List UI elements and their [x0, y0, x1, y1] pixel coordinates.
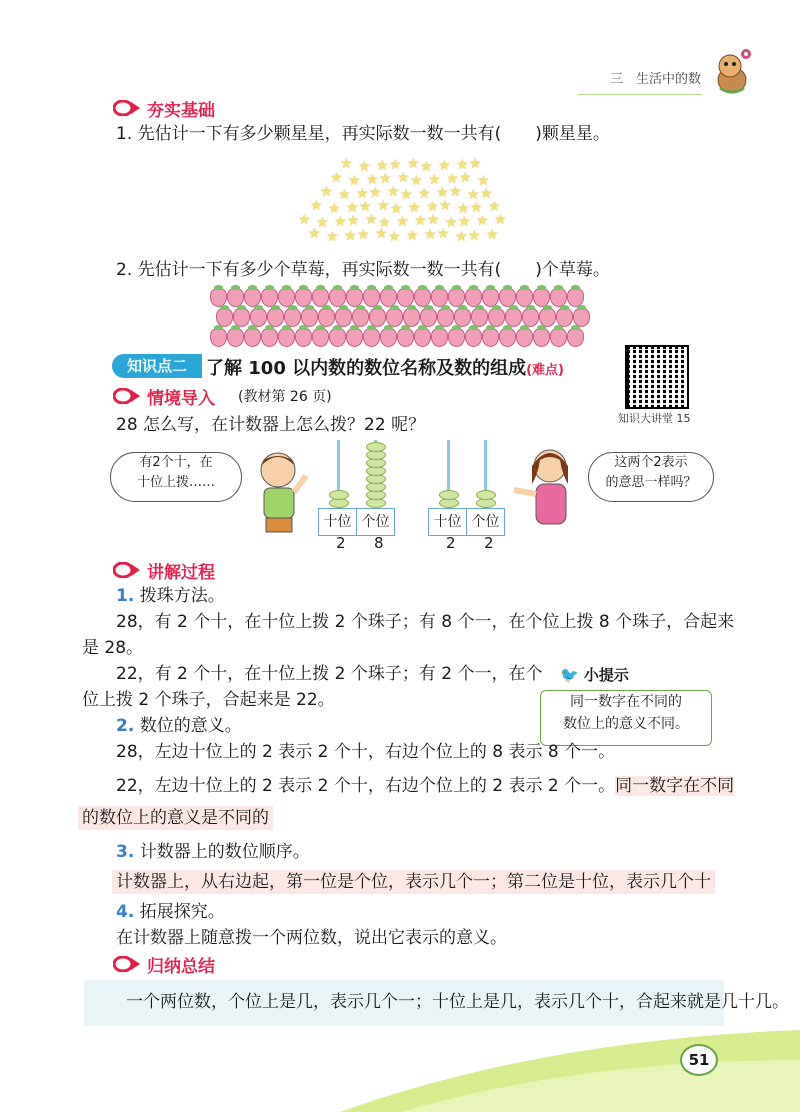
stars-figure: [290, 146, 510, 246]
strawberry-icon: [346, 328, 363, 347]
star-icon: ★: [365, 212, 378, 228]
strawberry-icon: [227, 328, 244, 347]
step-4-heading: 4. 拓展探究。: [116, 902, 225, 922]
strawberry-icon: [550, 328, 567, 347]
star-icon: ★: [298, 212, 311, 228]
page-number: 51: [680, 1044, 718, 1076]
star-icon: ★: [340, 156, 353, 172]
star-icon: ★: [310, 198, 323, 214]
strawberry-icon: [465, 328, 482, 347]
star-icon: ★: [438, 158, 451, 174]
question-1: 1. 先估计一下有多少颗星星，再实际数一数一共有( )颗星星。: [116, 124, 610, 144]
star-icon: ★: [488, 199, 501, 215]
strawberry-icon: [380, 328, 397, 347]
strawberry-icon: [516, 328, 533, 347]
step-1-heading: 1. 拨珠方法。: [116, 586, 225, 606]
speech-bubble-left: 有2个十，在 十位上拨……: [110, 452, 242, 502]
qr-code[interactable]: [625, 345, 689, 409]
star-icon: ★: [359, 199, 372, 215]
highlight-text: 的数位上的意义是不同的: [78, 806, 273, 830]
strawberry-icon: [533, 328, 550, 347]
star-icon: ★: [328, 201, 341, 217]
knowledge-tag: 知识点二: [112, 354, 202, 378]
star-icon: ★: [408, 200, 421, 216]
star-icon: ★: [424, 227, 437, 243]
star-icon: ★: [390, 201, 403, 217]
abacus-digit: 2: [336, 534, 346, 552]
star-icon: ★: [418, 186, 431, 202]
speech-bubble-right: 这两个2表示 的意思一样吗？: [588, 452, 714, 502]
star-icon: ★: [420, 159, 433, 175]
star-icon: ★: [375, 226, 388, 242]
star-icon: ★: [308, 226, 321, 242]
star-icon: ★: [470, 200, 483, 216]
star-icon: ★: [344, 228, 357, 244]
strawberry-icon: [312, 328, 329, 347]
strawberry-icon: [414, 328, 431, 347]
star-icon: ★: [347, 213, 360, 229]
tip-box: 同一数字在不同的 数位上的意义不同。: [540, 690, 712, 746]
star-icon: ★: [378, 215, 391, 231]
star-icon: ★: [358, 159, 371, 175]
section-marker-icon: [113, 388, 141, 404]
section-title-summary: 归纳总结: [147, 957, 215, 977]
star-icon: ★: [439, 198, 452, 214]
paragraph: 22，有 2 个十，在十位上拨 2 个珠子；有 2 个一，在个: [116, 664, 543, 684]
star-icon: ★: [406, 228, 419, 244]
knowledge-title: 了解 100 以内数的数位名称及数的组成(难点): [206, 358, 564, 379]
star-icon: ★: [445, 215, 458, 231]
star-icon: ★: [400, 187, 413, 203]
star-icon: ★: [436, 185, 449, 201]
strawberry-icon: [210, 328, 227, 347]
strawberry-icon: [261, 328, 278, 347]
strawberry-icon: [567, 328, 584, 347]
star-icon: ★: [428, 172, 441, 188]
star-icon: ★: [457, 201, 470, 217]
star-icon: ★: [458, 214, 471, 230]
paragraph: 在计数器上随意拨一个两位数，说出它表示的意义。: [116, 928, 507, 948]
star-icon: ★: [369, 185, 382, 201]
star-icon: ★: [348, 173, 361, 189]
star-icon: ★: [388, 229, 401, 245]
star-icon: ★: [414, 213, 427, 229]
star-icon: ★: [469, 156, 482, 172]
section-title-explain: 讲解过程: [147, 563, 215, 583]
star-icon: ★: [449, 184, 462, 200]
star-icon: ★: [356, 186, 369, 202]
abacus-label-tens: 十位: [429, 509, 467, 535]
star-icon: ★: [459, 170, 472, 186]
abacus-label-ones: 个位: [471, 514, 500, 530]
section-marker-icon: [113, 562, 141, 578]
paragraph: 位上拨 2 个珠子，合起来是 22。: [82, 690, 335, 710]
star-icon: ★: [427, 212, 440, 228]
section-marker-icon: [113, 956, 141, 972]
girl-illustration: [510, 444, 582, 536]
star-icon: ★: [330, 170, 343, 186]
star-icon: ★: [476, 213, 489, 229]
abacus-22: [428, 440, 508, 540]
star-icon: ★: [437, 226, 450, 242]
star-icon: ★: [410, 173, 423, 189]
strawberry-icon: [448, 328, 465, 347]
abacus-digit: 8: [374, 534, 384, 552]
highlight-text: 计数器上，从右边起，第一位是个位，表示几个一；第二位是十位，表示几个十: [112, 870, 715, 894]
paragraph: 是 28。: [82, 638, 144, 658]
paragraph: 28，有 2 个十，在十位上拨 2 个珠子；有 8 个一，在个位上拨 8 个珠子，合起来: [116, 612, 735, 632]
section-title-intro: 情境导入: [147, 389, 215, 409]
strawberry-icon: [482, 328, 499, 347]
qr-caption: 知识大讲堂 15: [618, 412, 691, 425]
section-title-basics: 夯实基础: [147, 101, 215, 121]
star-icon: ★: [366, 172, 379, 188]
star-icon: ★: [326, 229, 339, 245]
summary-text: 一个两位数，个位上是几，表示几个一；十位上是几，表示几个十，合起来就是几十几。: [126, 992, 789, 1012]
star-icon: ★: [389, 157, 402, 173]
star-icon: ★: [477, 173, 490, 189]
star-icon: ★: [396, 214, 409, 230]
textbook-reference: (教材第 26 页): [238, 389, 332, 405]
star-icon: ★: [397, 170, 410, 186]
star-icon: ★: [357, 227, 370, 243]
strawberry-icon: [278, 328, 295, 347]
star-icon: ★: [407, 156, 420, 172]
strawberry-icon: [499, 328, 516, 347]
tip-title: 🐦 小提示: [560, 666, 629, 684]
star-icon: ★: [320, 184, 333, 200]
abacus-label-tens: 十位: [319, 509, 357, 535]
star-icon: ★: [467, 187, 480, 203]
star-icon: ★: [334, 214, 347, 230]
strawberry-icon: [363, 328, 380, 347]
star-icon: ★: [480, 186, 493, 202]
mascot-icon: [712, 44, 756, 96]
star-icon: ★: [456, 157, 469, 173]
star-icon: ★: [346, 200, 359, 216]
header-rule: [578, 94, 702, 95]
section-marker-icon: [113, 100, 141, 116]
star-icon: ★: [338, 187, 351, 203]
star-icon: ★: [377, 198, 390, 214]
star-icon: ★: [468, 228, 481, 244]
footer-wave: [340, 1030, 800, 1112]
step-2-heading: 2. 数位的意义。: [116, 716, 242, 736]
star-icon: ★: [446, 171, 459, 187]
strawberry-icon: [244, 328, 261, 347]
intro-question: 28 怎么写，在计数器上怎么拨？22 呢？: [116, 415, 426, 435]
star-icon: ★: [379, 171, 392, 187]
strawberry-icon: [397, 328, 414, 347]
boy-illustration: [248, 448, 312, 534]
star-icon: ★: [455, 229, 468, 245]
strawberry-icon: [431, 328, 448, 347]
abacus-label-ones: 个位: [361, 514, 390, 530]
abacus-28: [318, 440, 398, 540]
star-icon: ★: [387, 184, 400, 200]
star-icon: ★: [486, 227, 499, 243]
paragraph: 22，左边十位上的 2 表示 2 个十，右边个位上的 2 表示 2 个一。同一数字在不同: [116, 776, 735, 796]
star-icon: ★: [426, 199, 439, 215]
abacus-digit: 2: [446, 534, 456, 552]
question-2: 2. 先估计一下有多少个草莓，再实际数一数一共有( )个草莓。: [116, 260, 610, 280]
header-chapter: 三 生活中的数: [610, 72, 702, 87]
abacus-digit: 2: [484, 534, 494, 552]
star-icon: ★: [316, 215, 329, 231]
strawberry-icon: [329, 328, 346, 347]
star-icon: ★: [376, 158, 389, 174]
step-3-heading: 3. 计数器上的数位顺序。: [116, 842, 310, 862]
strawberries-figure: [210, 284, 590, 346]
paragraph: 28，左边十位上的 2 表示 2 个十，右边个位上的 8 表示 8 个一。: [116, 742, 616, 762]
star-icon: ★: [494, 212, 507, 228]
strawberry-icon: [295, 328, 312, 347]
